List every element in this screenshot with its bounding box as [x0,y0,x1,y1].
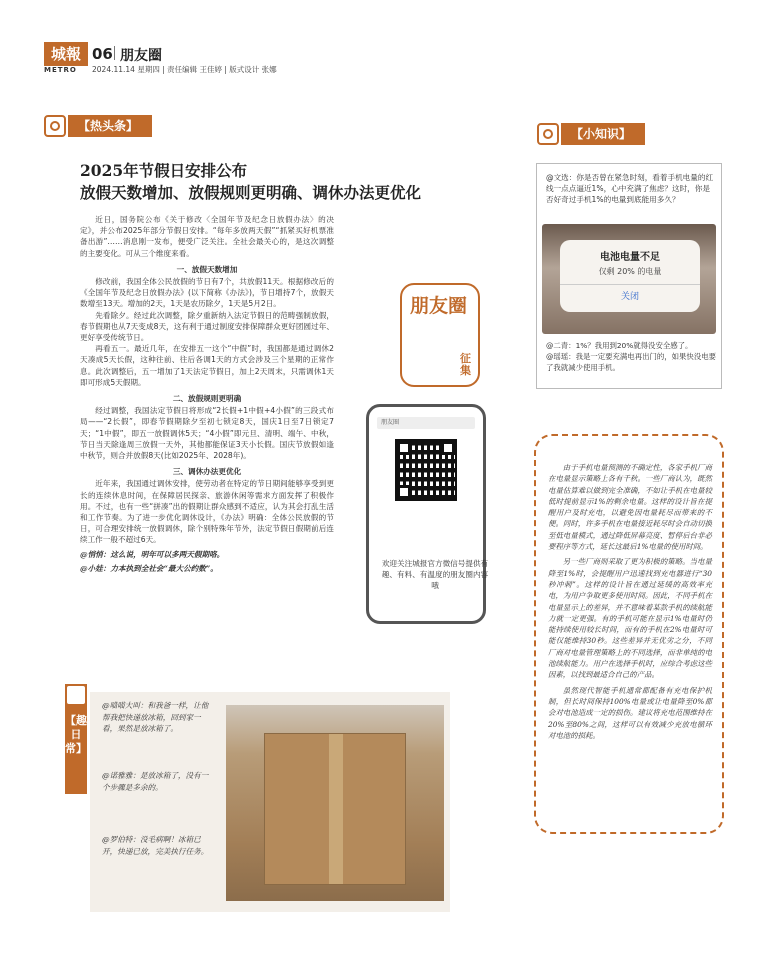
headline-line-1: 2025年节假日安排公布 [80,161,248,180]
fun-daily-tag: 【趣日常】 [65,684,87,794]
page-number: 06 [92,45,113,63]
article-intro: 近日，国务院公布《关于修改〈全国年节及纪念日放假办法〉的决定》，并公布2025年部分节假日安排。“每年多放两天假”“抓紧买好机票准备出游”……消息刚一发布，便受广泛关注。全社会最关心的，是这次调整的主要变化。可从三个维度来看。 [80,215,334,258]
qr-finder [441,441,455,455]
tip-answer: @瑶瑶：我是一定要充满电再出门的，如果快没电要了我就减少使用手机。 [546,352,716,372]
phone-header: 朋友圈 [377,417,475,429]
phone-mockup [366,404,486,624]
article-body [80,214,334,574]
bookmark-icon [44,115,66,137]
qr-finder [397,441,411,455]
subheading-3: 三、调休办法更优化 [172,467,242,477]
fun-comment: @诺雅雅：是放冰箱了，没有一个步骤是多余的。 [102,771,209,792]
hot-news-tag [44,115,152,137]
knowledge-text [548,462,712,745]
section-title: 朋友圈 [120,48,162,64]
packing-tape [329,734,343,884]
badge-title: 朋友圈 [410,295,468,317]
dialog-close-button[interactable]: 关闭 [620,292,639,302]
headline-line-2: 放假天数增加、放假规则更明确、调休办法更优化 [80,183,422,202]
logo-subtitle: METRO [44,66,77,74]
masthead-divider [114,46,115,60]
subheading-2: 二、放假规则更明确 [172,394,242,404]
reader-comment: @小娃：力本执到全社会“最大公约数”。 [80,563,218,573]
knowledge-paragraph: 虽然现代智能手机通常都配备有充电保护机制，但长时间保持100%电量或让电量降至0%都会对电池造成一定的损伤。建议将充电范围维持在20%至80%之间，这样可以有效减少充放电循环对电池的损耗。 [548,685,712,740]
promo-text: 欢迎关注城报官方微信号提供有趣、有料、有温度的朋友圈内容哦 [381,559,489,590]
hot-news-label: 【热头条】 [68,115,152,137]
friends-circle-badge [400,283,480,387]
newspaper-logo: 城報 [44,42,88,66]
bookmark-icon [65,684,87,706]
fridge-package-photo [226,705,444,901]
tip-answer: @二青：1%？我用到20%就得没安全感了。 [546,341,693,350]
tip-tag [537,123,645,145]
cardboard-box [264,733,406,885]
article-paragraph: 修改前，我国全体公民放假的节日有7个，共放假11天。根据修改后的《全国年节及纪念日放假办法》(以下简称《办法》)，节日增持7个，放假天数增至13天。增加的2天，1天是农历除夕，1天是5月2日。 [80,277,334,309]
bookmark-icon [537,123,559,145]
subheading-1: 一、放假天数增加 [176,264,238,274]
dialog-title: 电池电量不足 [600,252,660,263]
tip-answers [546,340,718,373]
dialog-subtitle: 仅剩 20% 的电量 [598,267,662,276]
article-paragraph: 再看五一。最近几年，在安排五一这个“中假”时，我国都是通过调休2天凑成5天长假，这种往前、往后各调1天的方式会涉及三个星期的正常作息。此次调整后，五一增加了1天法定节假日，加上2天周末，只需调休1天即可形成5天假期。 [80,344,334,387]
article-paragraph: 近年来，我国通过调休安排，使劳动者在特定的节日期间能够享受到更长的连续休息时间，在保障居民探亲、旅游休闲等需求方面发挥了积极作用。不过，也有一些“拼凑”出的假期让群众感到不适应，认为其会打乱生活和工作节奏。为了进一步优化调休设计，《办法》明确：全体公民放假的节日，可合理安排统一放假调休，除个别特殊年节外，法定节假日假期前后连续工作一般不超过6天。 [80,479,334,545]
low-battery-dialog [560,240,700,312]
dialog-divider [560,284,700,285]
qr-code[interactable] [397,441,455,499]
knowledge-paragraph: 另一些厂商则采取了更为积极的策略。当电量降至1%时，会提醒用户迅速找到充电器进行“30秒冲刺”。这样的设计旨在通过延缓的高效率充电，为用户争取更多使用时间。因此，不同手机在电量显示上的差异，并不意味着某款手机的续航能力就一定更强。有的手机可能在显示1%电量时仍能持续使用较长时间，而有的手机在2%电量时可能仅能维持30秒。这些差异并无优劣之分，不同厂商对电量管理策略上的不同选择，而非单纯的电池续航能力。用户在选择手机时，应综合考虑这些因素，以找到最适合自己的产品。 [548,557,712,680]
tip-label: 【小知识】 [561,123,645,145]
fun-comment: @罗伯特：没毛病啊！冰箱已开，快递已放，完美执行任务。 [102,835,209,856]
reader-comment: @悄悄：这么说，明年可以多两天假期咯。 [80,549,225,559]
fun-comment: @喵喵大叫：和我爸一样，让他帮我把快递放冰箱，回到家一看，果然是放冰箱了。 [102,701,209,733]
headline [80,160,460,204]
qr-finder [397,485,411,499]
badge-vertical-text: 征集 [460,352,471,377]
tip-question: @文选：你是否曾在紧急时刻，看着手机电量的红线一点点逼近1%，心中充满了焦虑？这时，你是否好奇过手机1%的电量到底能用多久？ [546,173,714,204]
article-paragraph: 先看除夕。经过此次调整，除夕重新纳入法定节假日的范畴强制放假，春节假期也从7天变成8天，这有利于通过制度安排保障群众更好团圆过年、更好享受传统节日。 [80,310,334,343]
article-paragraph: 经过调整，我国法定节假日将形成“2长假+1中假+4小假”的三段式布局——“2长假”，即春节假期除夕至初七锁定8天，国庆1日至7日锁定7天；“1中假”，即五一放假调休5天；“4小假”即元旦、清明、端午、中秋，节日当天除逢周三放假一天外，其他都能保证3天小长假。国庆节放假如逢中秋节，则合并放假8天(比如2025年、2028年)。 [80,406,334,461]
issue-info: 2024.11.14 星期四 | 责任编辑 王佳婷 | 版式设计 张娜 [92,65,277,74]
knowledge-paragraph: 由于手机电量预测的不确定性，各家手机厂商在电量显示策略上各有千秋。一些厂商认为，既然电量估算难以做到完全准确，不如让手机在电量较低时提前显示1%的剩余电量。这样的设计旨在提醒用户及时充电，以避免因电量耗尽而带来的不便。同时，许多手机在电量接近耗尽时会自动切换至低电量模式，通过降低屏幕亮度、暂停后台非必要程序等方式，延长这最后1%电量的使用时间。 [548,463,712,552]
